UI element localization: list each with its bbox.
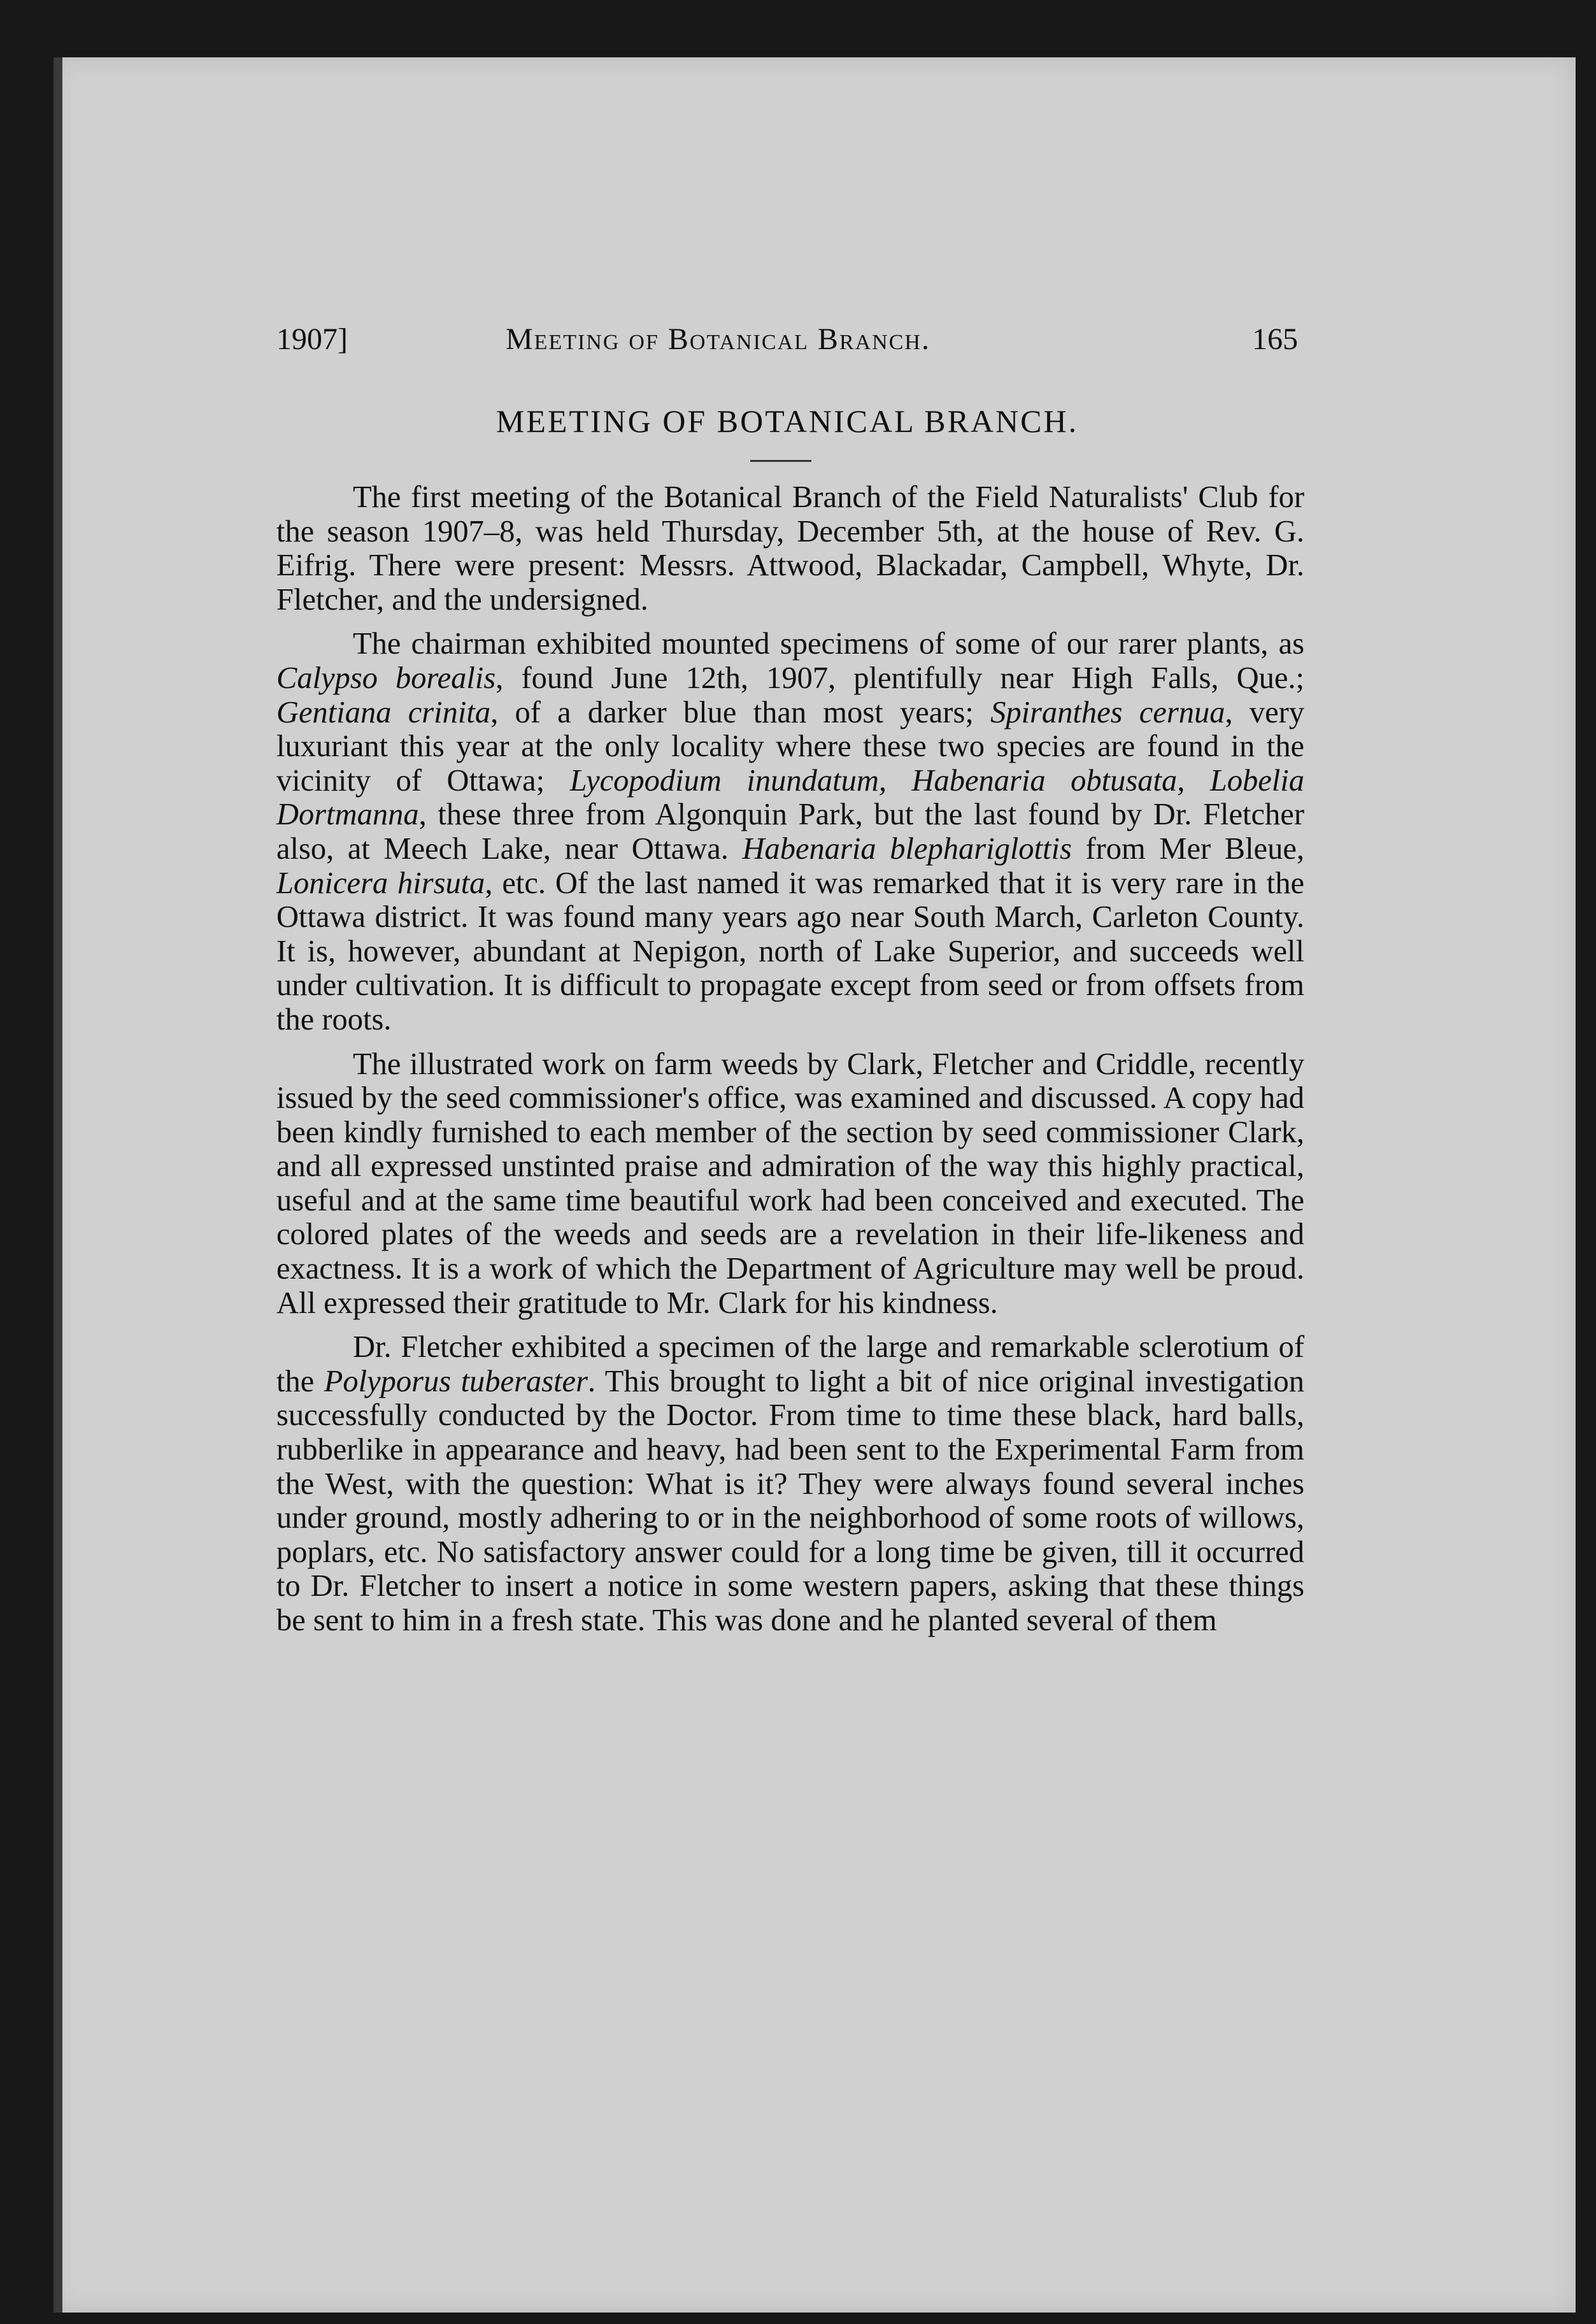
header-running-title: Meeting of Botanical Branch. — [506, 322, 930, 356]
paragraph-text: . This brought to light a bit of nice original investigation successfully conducted by the Doctor. From time to time these black, hard balls, rubberlike in appearance and heavy, had been sent to the Experimental Farm from the West, with the question: What is it? They were always found several inches under ground, mostly adhering to or in the neighborhood of some roots of willows, poplars, etc. No satisfactory answer could for a long time be given, till it occurred to Dr. Fletcher to insert a notice in some western papers, asking that these things be sent to him in a fresh state. This was done and he planted several of them — [276, 1364, 1304, 1637]
italic-species-name: Habenaria blephariglottis — [742, 831, 1072, 866]
italic-species-name: Spiranthes cernua — [990, 695, 1225, 729]
page-number: 165 — [1252, 322, 1298, 356]
paragraph-text: The first meeting of the Botanical Branch of the Field Naturalists' Club for the season 1907–8, was held Thursday, December 5th, at the house of Rev. G. Eifrig. There were present: Messrs. Attwood, Blackadar, Campbell, Whyte, Dr. Fletcher, and the undersigned. — [276, 480, 1304, 617]
paragraph-text: , of a darker blue than most years; — [490, 695, 991, 729]
body-paragraph — [276, 1047, 1304, 1321]
body-paragraph — [276, 480, 1304, 617]
paragraph-text: Dr. Fletcher exhibited a specimen of the large and remarkable sclerotium of the — [276, 1330, 1304, 1398]
paragraph-text: The chairman exhibited mounted specimens of some of our rarer plants, as — [353, 627, 1304, 661]
paragraph-text: The illustrated work on farm weeds by Clark, Fletcher and Criddle, recently issued by the seed commissioner's office, was examined and discussed. A copy had been kindly furnished to each member of the section by seed commissioner Clark, and all expressed unstinted praise and admiration of the way this highly practical, useful and at the same time beautiful work had been conceived and executed. The colored plates of the weeds and seeds are a revelation in their life-likeness and exactness. It is a work of which the Department of Agriculture may well be proud. All expressed their gratitude to Mr. Clark for his kindness. — [276, 1047, 1304, 1320]
page-binding-edge — [53, 57, 62, 2313]
italic-species-name: Calypso borealis — [276, 661, 496, 695]
body-paragraph — [276, 627, 1304, 1036]
italic-species-name: Gentiana crinita — [276, 695, 491, 729]
article-body — [276, 480, 1304, 1648]
title-divider — [750, 460, 811, 462]
italic-species-name: Lycopodium inundatum, Habenaria obtusata, Lobelia Dortmanna — [276, 763, 1305, 832]
paragraph-text: , very luxuriant this year at the only locality where these two species are found in the vicinity of Ottawa; — [276, 695, 1305, 798]
paragraph-text: , these three from Algonquin Park, but the last found by Dr. Fletcher also, at Meech Lake, near Ottawa. — [276, 798, 1304, 866]
italic-species-name: Polyporus tuberaster — [324, 1364, 588, 1398]
header-year: 1907] — [276, 322, 348, 356]
article-title: MEETING OF BOTANICAL BRANCH. — [495, 403, 1079, 439]
paragraph-text: , etc. Of the last named it was remarked that it is very rare in the Ottawa district. It was found many years ago near South March, Carleton County. It is, however, abundant at Nepigon, north of Lake Superior, and succeeds well under cultivation. It is difficult to propagate except from seed or from offsets from the roots. — [276, 866, 1304, 1036]
running-header — [276, 322, 1298, 366]
paragraph-text: , found June 12th, 1907, plentifully near High Falls, Que.; — [495, 661, 1304, 695]
body-paragraph — [276, 1330, 1304, 1637]
paragraph-text: from Mer Bleue, — [1071, 831, 1304, 866]
italic-species-name: Lonicera hirsuta — [276, 866, 485, 900]
